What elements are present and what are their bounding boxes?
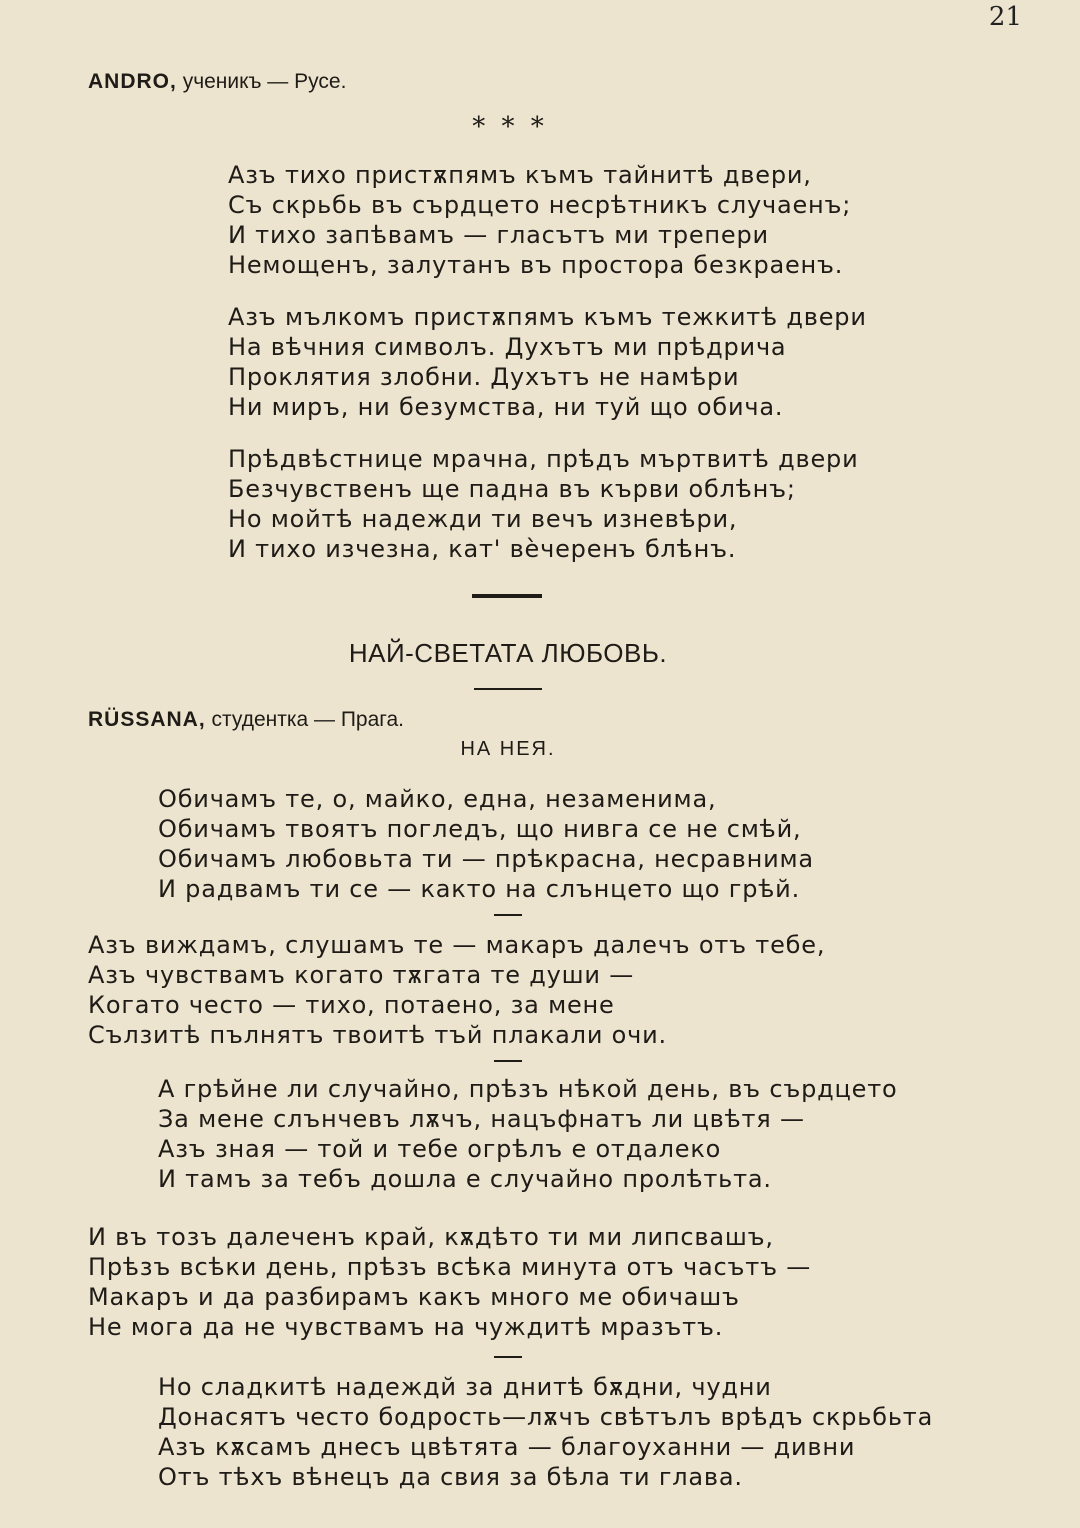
second-poem-stanza-2: [88, 930, 825, 1050]
poem-line: Азъ мълкомъ пристѫпямъ къмъ тежкитѣ двери: [228, 303, 867, 331]
first-poem-stanza-1: [228, 160, 851, 280]
title-underline: [474, 688, 542, 690]
first-poem-stanza-2: [228, 302, 867, 422]
poem-line: И тихо запѣвамъ — гласътъ ми трепери: [228, 221, 769, 249]
stanza-separator: [494, 1356, 522, 1358]
second-poem-stanza-5: [158, 1372, 933, 1492]
second-poem-stanza-1: [158, 784, 814, 904]
second-poem-stanza-3: [158, 1074, 897, 1194]
first-author-info: ученикъ — Русе.: [182, 70, 347, 93]
poem-line: Азъ кѫсамъ днесъ цвѣтята — благоуханни — дивни: [158, 1433, 856, 1461]
poem-line: Прѣдвѣстнице мрачна, прѣдъ мъртвитѣ двери: [228, 445, 859, 473]
second-poem-stanza-4: [88, 1222, 811, 1342]
poem-line: Безчувственъ ще падна въ кърви облѣнъ;: [228, 475, 796, 503]
poem-line: Но мойтѣ надежди ти вечъ изневѣри,: [228, 505, 738, 533]
poem-line: Азъ чувствамъ когато тѫгата те души —: [88, 961, 635, 989]
poem-line: Немощенъ, залутанъ въ простора безкраенъ.: [228, 251, 844, 279]
first-poem-stanza-3: [228, 444, 858, 564]
second-author-name: RÜSSANA,: [88, 708, 206, 731]
poem-line: Проклятия злобни. Духътъ не намѣри: [228, 363, 740, 391]
poem-line: И тихо изчезна, кат' вѐчеренъ блѣнъ.: [228, 535, 737, 563]
section-divider: [472, 594, 542, 598]
poem-line: А грѣйне ли случайно, прѣзъ нѣкой день, въ сърдцето: [158, 1075, 898, 1103]
stanza-separator: [494, 1060, 522, 1062]
poem-line: За мене слънчевъ лѫчъ, нацъфнатъ ли цвѣтя —: [158, 1105, 805, 1133]
poem-line: Обичамъ любовьта ти — прѣкрасна, несравнима: [158, 845, 814, 873]
poem-line: И въ тозъ далеченъ край, кѫдѣто ти ми липсвашъ,: [88, 1223, 774, 1251]
page-number: 21: [988, 2, 1022, 32]
second-author-line: [88, 708, 404, 732]
first-author-name: ANDRO,: [88, 70, 177, 93]
poem-line: И радвамъ ти се — както на слънцето що грѣй.: [158, 875, 800, 903]
poem-line: Съ скрьбь въ сърдцето несрѣтникъ случаенъ;: [228, 191, 852, 219]
asterism: * * *: [472, 112, 548, 142]
poem-line: Прѣзъ всѣки день, прѣзъ всѣка минута отъ часътъ —: [88, 1253, 812, 1281]
poem-line: Обичамъ твоятъ погледъ, що нивга се не смѣй,: [158, 815, 802, 843]
poem-line: Но сладкитѣ надеждй за днитѣ бѫдни, чудни: [158, 1373, 772, 1401]
poem-line: Донасятъ често бодрость—лѫчъ свѣтълъ врѣдъ скрьбьта: [158, 1403, 934, 1431]
poem-line: И тамъ за тебъ дошла е случайно пролѣтьта.: [158, 1165, 772, 1193]
poem-title: НА НЕЯ.: [460, 738, 556, 760]
poem-line: Ни миръ, ни безумства, ни туй що обича.: [228, 393, 784, 421]
poem-line: Азъ зная — той и тебе огрѣлъ е отдалеко: [158, 1135, 722, 1163]
poem-line: Сълзитѣ пълнятъ твоитѣ тъй плакали очи.: [88, 1021, 667, 1049]
poem-line: На вѣчния символъ. Духътъ ми прѣдрича: [228, 333, 787, 361]
poem-line: Азъ тихо пристѫпямъ къмъ тайнитѣ двери,: [228, 161, 812, 189]
second-author-info: студентка — Прага.: [211, 708, 404, 731]
poem-line: Отъ тѣхъ вѣнецъ да свия за бѣла ти глава.: [158, 1463, 743, 1491]
poem-line: Не мога да не чувствамъ на чуждитѣ мразътъ.: [88, 1313, 724, 1341]
first-author-line: [88, 70, 346, 94]
stanza-separator: [494, 914, 522, 916]
poem-line: Обичамъ те, о, майко, една, незаменима,: [158, 785, 717, 813]
poem-line: Макаръ и да разбирамъ какъ много ме обичашъ: [88, 1283, 740, 1311]
poem-line: Азъ виждамъ, слушамъ те — макаръ далечъ отъ тебе,: [88, 931, 826, 959]
section-title: НАЙ-СВЕТАТА ЛЮБОВЬ.: [348, 638, 668, 668]
poem-line: Когато често — тихо, потаено, за мене: [88, 991, 615, 1019]
